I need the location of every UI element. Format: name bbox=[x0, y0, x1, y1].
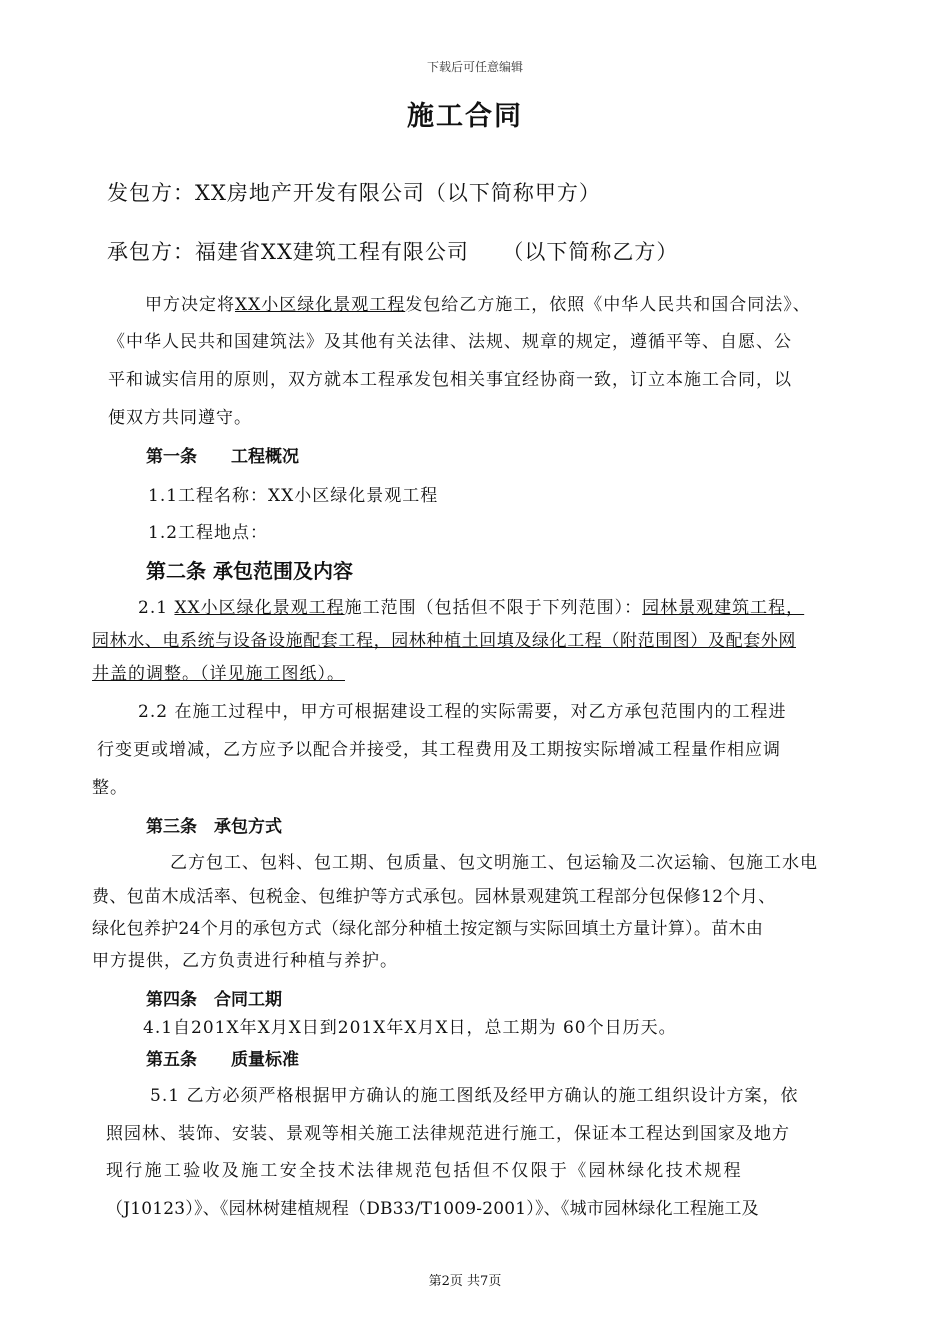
header-note: 下载后可任意编辑 bbox=[426, 60, 523, 74]
item-text: 施工范围（包括但不限于下列范围）： bbox=[344, 598, 643, 618]
article-1-item-2: 1.2工程地点： bbox=[148, 523, 269, 543]
item-number: 2.1 bbox=[138, 598, 175, 618]
document-title: 施工合同 bbox=[407, 101, 523, 132]
article-1-item-1: 1.1工程名称：XX小区绿化景观工程 bbox=[148, 486, 439, 506]
article-3-line-1: 乙方包工、包料、包工期、包质量、包文明施工、包运输及二次运输、包施工水电 bbox=[170, 853, 818, 873]
intro-text: 甲方决定将 bbox=[145, 295, 235, 315]
page-footer: 第2页 共7页 bbox=[428, 1274, 502, 1289]
article-4-heading: 第四条 合同工期 bbox=[146, 990, 282, 1010]
article-5-heading: 第五条 质量标准 bbox=[146, 1050, 299, 1070]
article-1-heading: 第一条 工程概况 bbox=[146, 447, 299, 467]
article-2-item-2-line-1: 2.2 在施工过程中，甲方可根据建设工程的实际需要，对乙方承包范围内的工程进 bbox=[138, 702, 787, 722]
article-5-line-2: 照园林、装饰、安装、景观等相关施工法律规范进行施工，保证本工程达到国家及地方 bbox=[106, 1124, 790, 1144]
article-4-line-1: 4.1自201X年X月X日到201X年X月X日，总工期为 60个日历天。 bbox=[143, 1018, 677, 1038]
party-b: 承包方：福建省XX建筑工程有限公司 （以下简称乙方） bbox=[107, 240, 679, 264]
article-3-line-4: 甲方提供，乙方负责进行种植与养护。 bbox=[92, 951, 398, 971]
article-5-line-1: 5.1 乙方必须严格根据甲方确认的施工图纸及经甲方确认的施工组织设计方案，依 bbox=[150, 1086, 799, 1106]
intro-line-2: 《中华人民共和国建筑法》及其他有关法律、法规、规章的规定，遵循平等、自愿、公 bbox=[108, 332, 792, 352]
article-2-item-1-line-3: 井盖的调整。（详见施工图纸）。 bbox=[92, 664, 345, 684]
article-3-line-2: 费、包苗木成活率、包税金、包维护等方式承包。园林景观建筑工程部分包保修12个月、 bbox=[92, 887, 776, 907]
article-3-line-3: 绿化包养护24个月的承包方式（绿化部分种植土按定额与实际回填土方量计算）。苗木由 bbox=[92, 919, 764, 939]
article-2-item-2-line-2: 行变更或增减，乙方应予以配合并接受，其工程费用及工期按实际增减工程量作相应调 bbox=[97, 740, 781, 760]
article-2-item-1-line-1 bbox=[138, 593, 804, 618]
article-3-heading: 第三条 承包方式 bbox=[146, 817, 282, 837]
article-2-heading: 第二条 承包范围及内容 bbox=[146, 559, 353, 583]
article-2-item-2-line-3: 整。 bbox=[92, 778, 128, 798]
scope-underlined: 园林景观建筑工程， bbox=[642, 598, 805, 618]
article-5-line-4: （J10123）》、《园林树建植规程（DB33/T1009-2001）》、《城市园林绿化工程施工及 bbox=[106, 1199, 759, 1219]
intro-line-4: 便双方共同遵守。 bbox=[108, 408, 252, 428]
project-name-underlined: XX小区绿化景观工程 bbox=[174, 598, 345, 618]
project-name-underlined: XX小区绿化景观工程 bbox=[235, 295, 406, 315]
party-a: 发包方：XX房地产开发有限公司（以下简称甲方） bbox=[107, 181, 601, 205]
intro-text: 发包给乙方施工，依照《中华人民共和国合同法》、 bbox=[405, 295, 811, 315]
intro-line-1 bbox=[145, 290, 811, 315]
article-2-item-1-line-2: 园林水、电系统与设备设施配套工程，园林种植土回填及绿化工程（附范围图）及配套外网 bbox=[92, 631, 796, 651]
article-5-line-3: 现行施工验收及施工安全技术法律规范包括但不仅限于《园林绿化技术规程 bbox=[106, 1161, 743, 1181]
intro-line-3: 平和诚实信用的原则，双方就本工程承发包相关事宜经协商一致，订立本施工合同，以 bbox=[108, 370, 792, 390]
